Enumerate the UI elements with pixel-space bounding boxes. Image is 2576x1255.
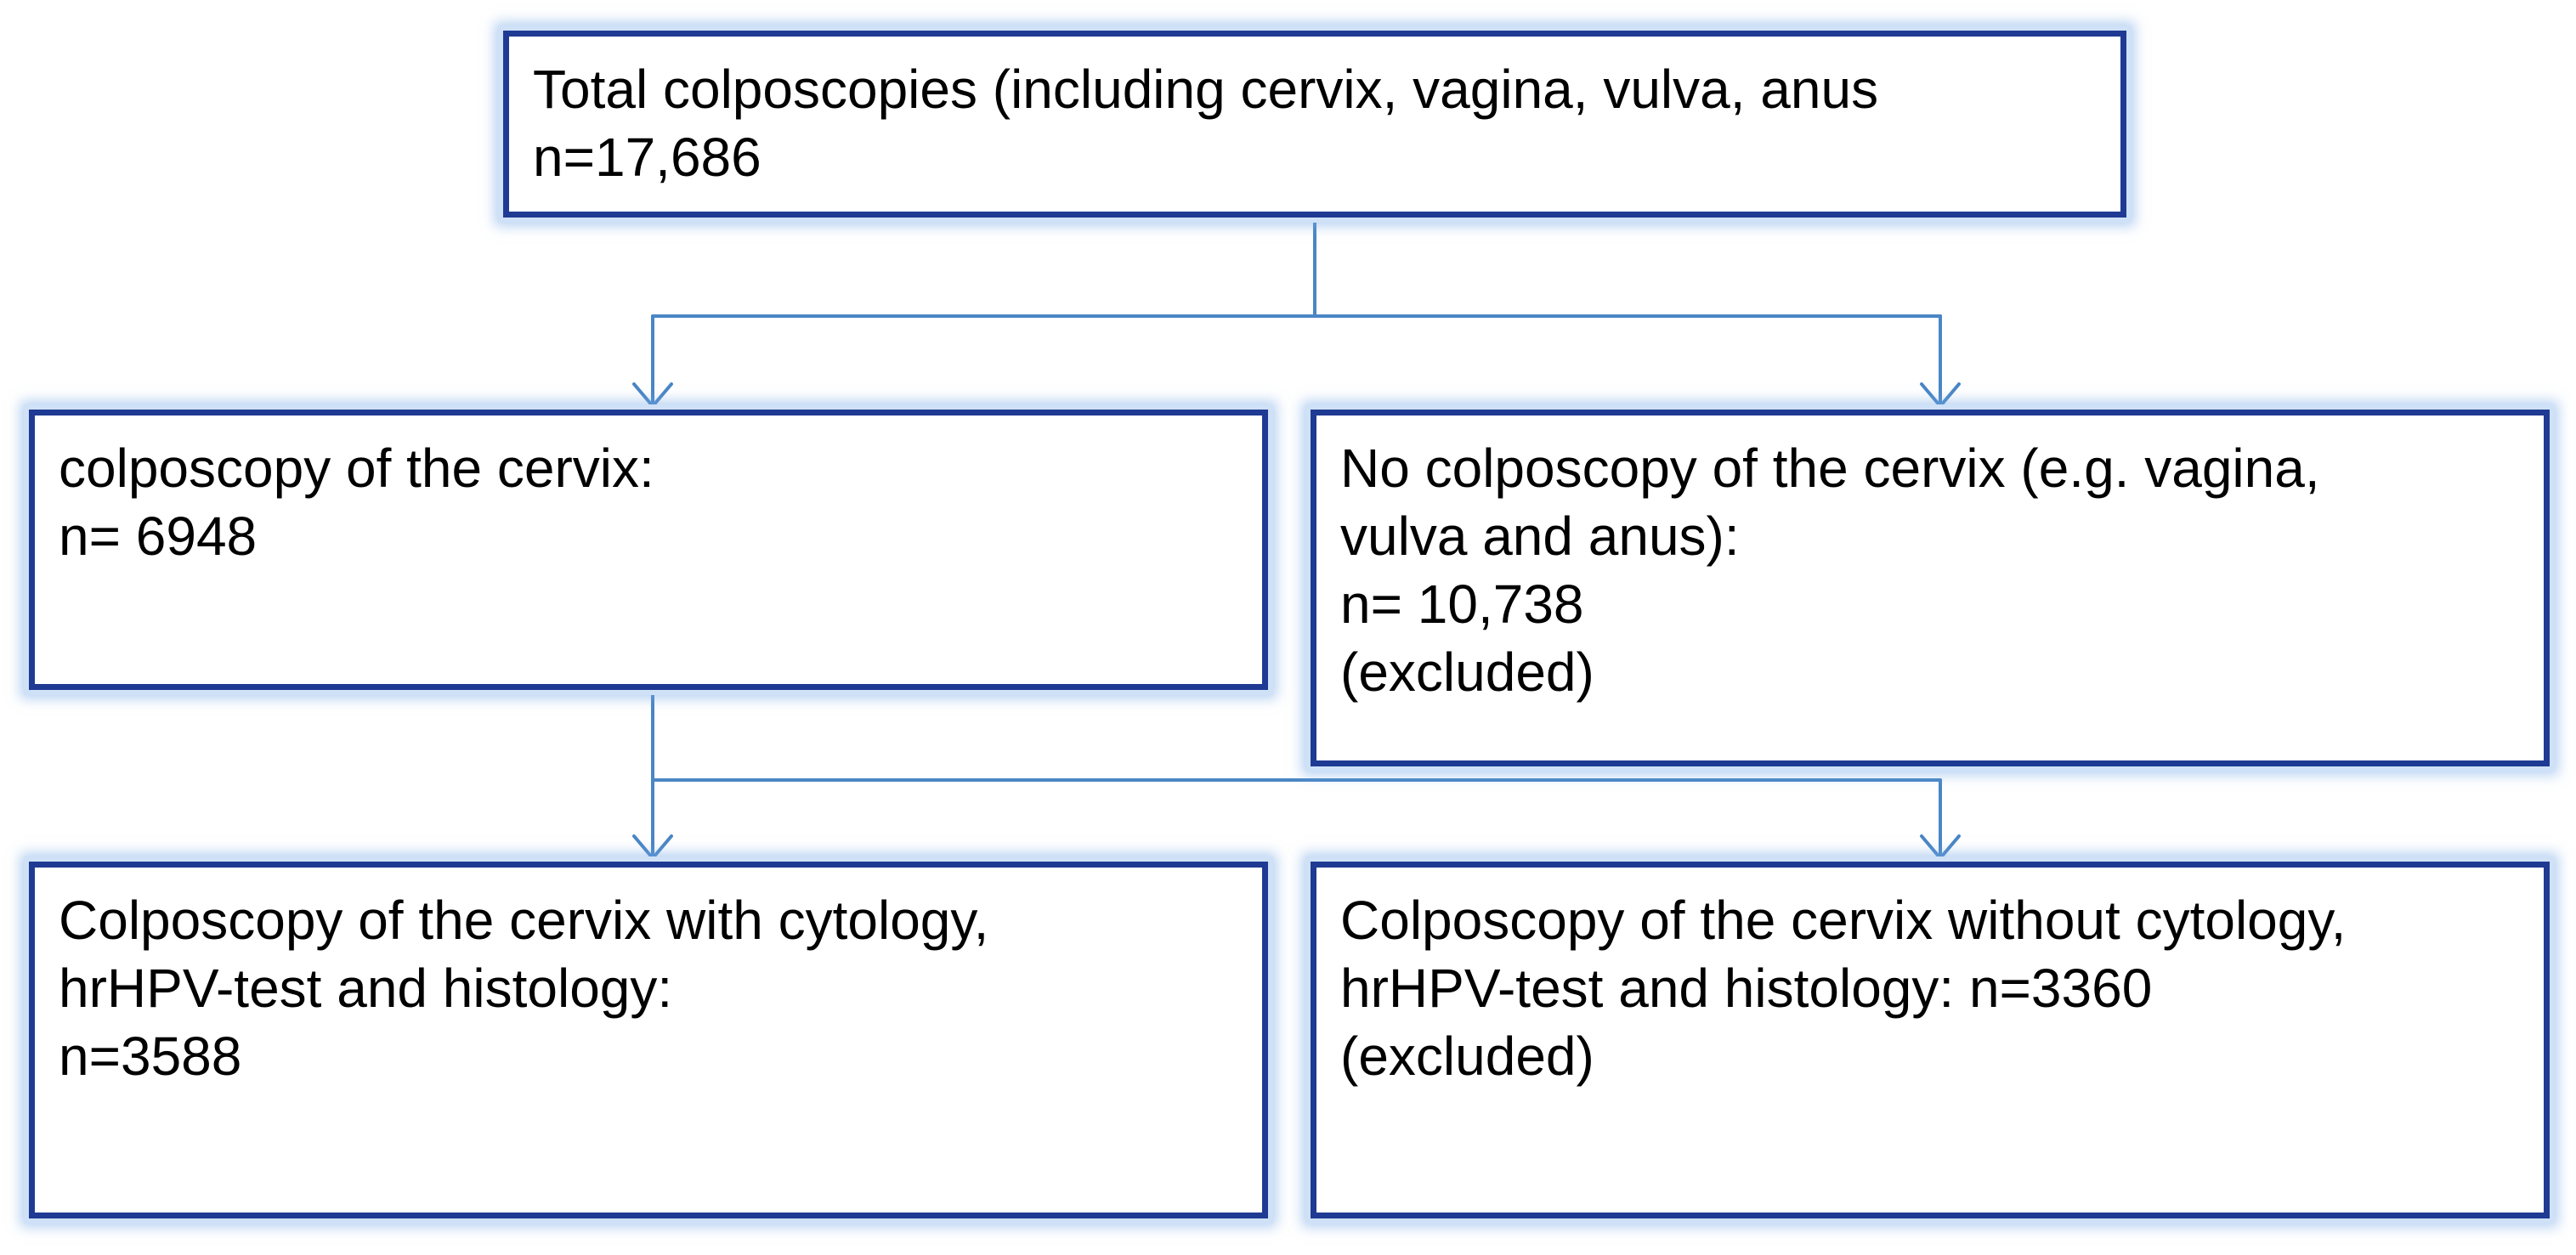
total-line-1: Total colposcopies (including cervix, vagina, vulva, anus [533, 59, 1879, 120]
total-line-2: n=17,686 [533, 127, 761, 188]
cervix-line-2: n= 6948 [59, 506, 258, 567]
cervix-colposcopy-box [29, 410, 1268, 690]
with-cytology-line-2: hrHPV-test and histology: [59, 958, 673, 1019]
no-cervix-line-2: vulva and anus): [1340, 506, 1740, 567]
without-cytology-box [1311, 862, 2550, 1218]
total-colposcopies-box [503, 31, 2126, 218]
no-cervix-line-4: (excluded) [1340, 642, 1594, 703]
with-cytology-box [29, 862, 1268, 1218]
no-cervix-colposcopy-box [1311, 410, 2550, 766]
no-cervix-line-1: No colposcopy of the cervix (e.g. vagina, [1340, 438, 2320, 499]
with-cytology-line-1: Colposcopy of the cervix with cytology, [59, 890, 989, 951]
cervix-line-1: colposcopy of the cervix: [59, 438, 654, 499]
without-cytology-line-1: Colposcopy of the cervix without cytology, [1340, 890, 2347, 951]
with-cytology-line-3: n=3588 [59, 1026, 242, 1087]
without-cytology-line-2: hrHPV-test and histology: n=3360 [1340, 958, 2153, 1019]
no-cervix-line-3: n= 10,738 [1340, 574, 1584, 635]
without-cytology-line-3: (excluded) [1340, 1026, 1594, 1087]
